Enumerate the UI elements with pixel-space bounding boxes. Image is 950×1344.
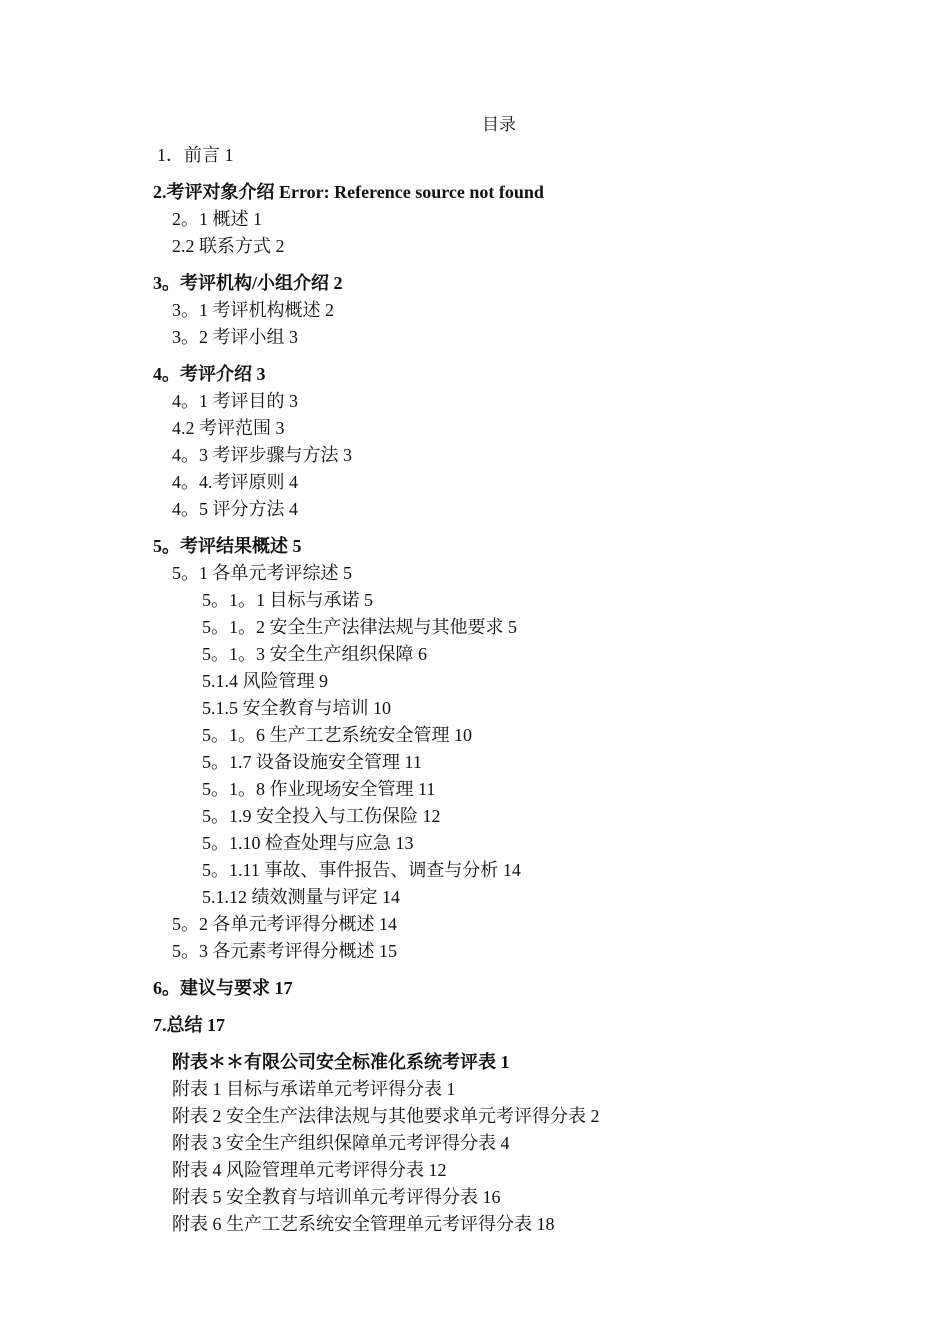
- toc-entry[interactable]: 3。2 考评小组 3: [172, 327, 298, 347]
- toc-entry[interactable]: 2.2 联系方式 2: [172, 236, 285, 256]
- toc-entry[interactable]: 4.2 考评范围 3: [172, 418, 285, 438]
- toc-entry[interactable]: 5。1.11 事故、事件报告、调查与分析 14: [202, 860, 521, 880]
- toc-entry[interactable]: 5。1。8 作业现场安全管理 11: [202, 779, 436, 799]
- toc-entry[interactable]: 附表 1 目标与承诺单元考评得分表 1: [172, 1079, 456, 1099]
- toc-entry[interactable]: 5。1.7 设备设施安全管理 11: [202, 752, 422, 772]
- toc-entry[interactable]: 4。考评介绍 3: [153, 364, 266, 384]
- toc-entry[interactable]: 5。1 各单元考评综述 5: [172, 563, 352, 583]
- toc-entry[interactable]: 3。1 考评机构概述 2: [172, 300, 334, 320]
- toc-entry[interactable]: 5。1。3 安全生产组织保障 6: [202, 644, 427, 664]
- toc-entry[interactable]: 5.1.5 安全教育与培训 10: [202, 698, 391, 718]
- toc-entry[interactable]: 5。2 各单元考评得分概述 14: [172, 914, 397, 934]
- toc-entry[interactable]: 5.1.12 绩效测量与评定 14: [202, 887, 400, 907]
- toc-entry[interactable]: 4。3 考评步骤与方法 3: [172, 445, 352, 465]
- toc-entry[interactable]: 5。1.10 检查处理与应急 13: [202, 833, 414, 853]
- toc-entry[interactable]: 5。1。2 安全生产法律法规与其他要求 5: [202, 617, 517, 637]
- toc-entry[interactable]: 4。4.考评原则 4: [172, 472, 298, 492]
- toc-title: 目录: [482, 115, 516, 134]
- toc-entry[interactable]: 3。考评机构/小组介绍 2: [153, 273, 343, 293]
- toc-entry[interactable]: 5。1。1 目标与承诺 5: [202, 590, 373, 610]
- toc-entry[interactable]: 5。3 各元素考评得分概述 15: [172, 941, 397, 961]
- toc-entry[interactable]: 5。1.9 安全投入与工伤保险 12: [202, 806, 441, 826]
- toc-entry[interactable]: 2.考评对象介绍 Error: Reference source not found: [153, 182, 544, 202]
- toc-entry[interactable]: 2。1 概述 1: [172, 209, 262, 229]
- toc-entry[interactable]: 5。考评结果概述 5: [153, 536, 302, 556]
- toc-entry[interactable]: 附表 5 安全教育与培训单元考评得分表 16: [172, 1187, 501, 1207]
- toc-entry[interactable]: 5.1.4 风险管理 9: [202, 671, 328, 691]
- toc-entry[interactable]: 7.总结 17: [153, 1015, 225, 1035]
- toc-entry[interactable]: 附表 3 安全生产组织保障单元考评得分表 4: [172, 1133, 510, 1153]
- toc-entry[interactable]: 4。1 考评目的 3: [172, 391, 298, 411]
- toc-entry[interactable]: 1．前言 1: [157, 145, 234, 165]
- toc-entry[interactable]: 附表 4 风险管理单元考评得分表 12: [172, 1160, 447, 1180]
- toc-entry[interactable]: 4。5 评分方法 4: [172, 499, 298, 519]
- toc-entry[interactable]: 附表 2 安全生产法律法规与其他要求单元考评得分表 2: [172, 1106, 600, 1126]
- toc-entry[interactable]: 附表 6 生产工艺系统安全管理单元考评得分表 18: [172, 1214, 555, 1234]
- toc-entry[interactable]: 5。1。6 生产工艺系统安全管理 10: [202, 725, 472, 745]
- toc-entry[interactable]: 6。建议与要求 17: [153, 978, 293, 998]
- toc-list: [0, 142, 900, 1238]
- toc-entry[interactable]: 附表＊＊有限公司安全标准化系统考评表 1: [172, 1052, 510, 1072]
